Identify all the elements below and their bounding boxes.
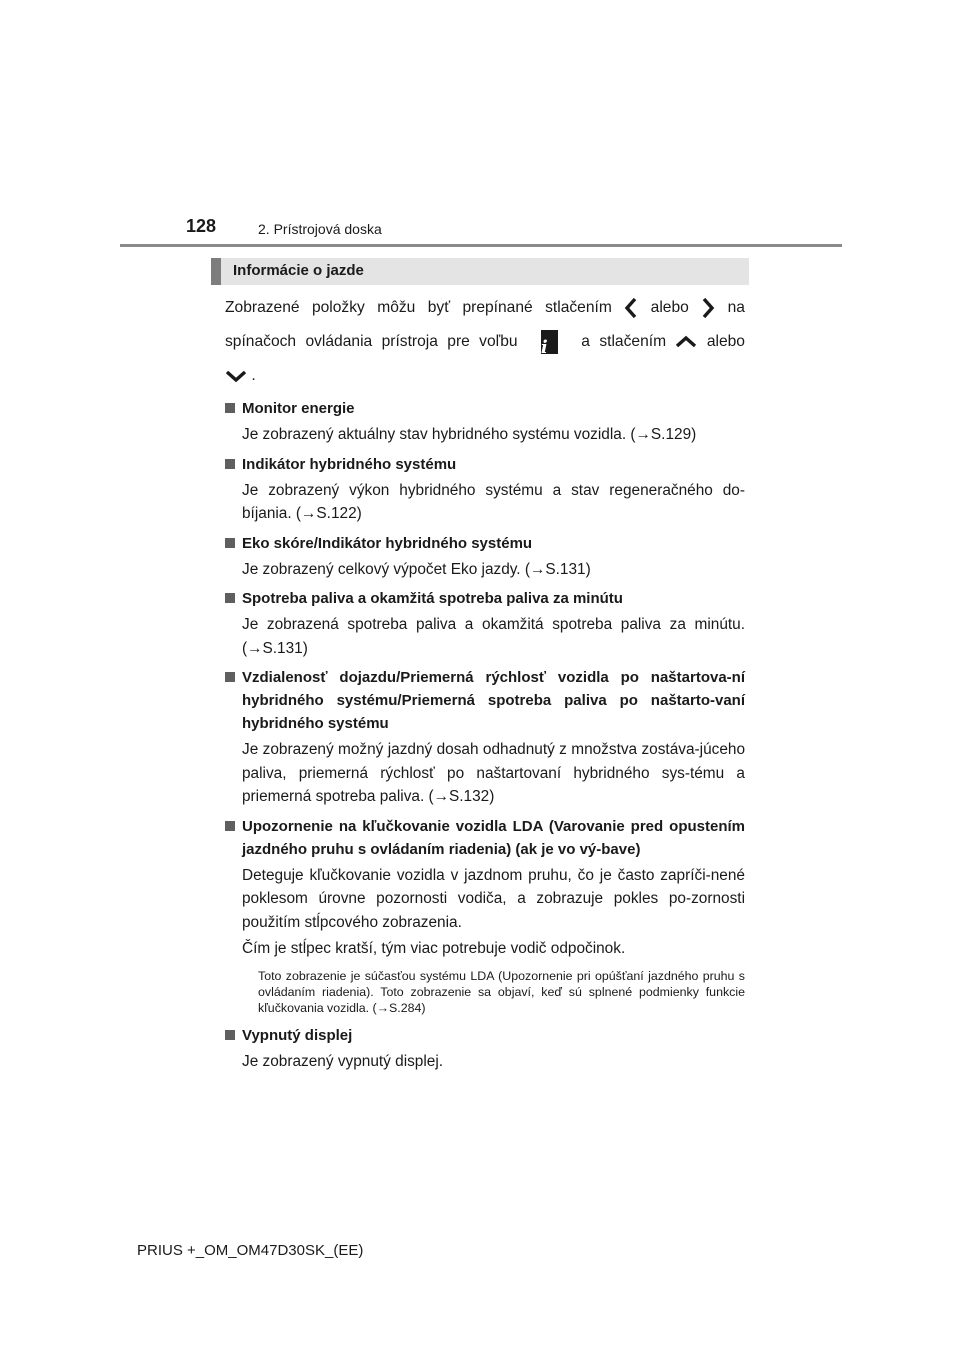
- item-text: Je zobrazený výkon hybridného systému a stav regeneračného do-bíjania. (→S.122): [242, 481, 745, 522]
- note-text: Toto zobrazenie je súčasťou systému LDA (Upozornenie pri opúšťaní jazdného pruhu s ovládaním riadenia). Toto zobrazenie sa objaví, keď sú splnené podmienky funkcie kľučkovania vozidla. (→S.284): [258, 968, 745, 1015]
- intro-text: alebo: [650, 299, 689, 316]
- chevron-up-icon: [675, 335, 697, 349]
- intro-text: alebo: [706, 333, 745, 350]
- item-text: Je zobrazená spotreba paliva a okamžitá spotreba paliva za minútu. (→S.131): [242, 616, 745, 657]
- list-item: [225, 587, 745, 660]
- header-rule: [120, 244, 842, 247]
- content: [225, 291, 745, 1073]
- item-heading: Vzdialenosť dojazdu/Priemerná rýchlosť vozidla po naštartova-ní hybridného systému/Priemerná spotreba paliva po naštarto-vaní hybridného systému: [225, 666, 745, 735]
- chevron-right-icon: [701, 297, 715, 319]
- square-bullet-icon: [225, 821, 235, 831]
- section-header: [211, 258, 749, 285]
- page-number: 128: [186, 216, 217, 236]
- list-item: [225, 453, 745, 526]
- list-item: [225, 815, 745, 1016]
- square-bullet-icon: [225, 403, 235, 413]
- list-item: [225, 1024, 745, 1074]
- item-text: Je zobrazený celkový výpočet Eko jazdy. (→S.131): [242, 560, 591, 578]
- chevron-down-icon: [225, 369, 247, 383]
- intro-text: .: [251, 367, 256, 384]
- list-item: [225, 532, 745, 582]
- intro-text: Zobrazené položky môžu byť prepínané stlačením: [225, 299, 612, 316]
- section-title: Informácie o jazde: [233, 262, 364, 279]
- intro-text: na: [727, 299, 745, 316]
- item-heading: Indikátor hybridného systému: [225, 453, 745, 476]
- intro-line: [225, 325, 745, 359]
- chevron-left-icon: [624, 297, 638, 319]
- item-heading: Vypnutý displej: [225, 1024, 745, 1047]
- intro-paragraph: [225, 291, 745, 393]
- square-bullet-icon: [225, 538, 235, 548]
- intro-line: [225, 359, 745, 393]
- square-bullet-icon: [225, 593, 235, 603]
- square-bullet-icon: [225, 672, 235, 682]
- square-bullet-icon: [225, 459, 235, 469]
- square-bullet-icon: [225, 1030, 235, 1040]
- item-text: Deteguje kľučkovanie vozidla v jazdnom pruhu, čo je často zapríči-nené poklesom úrovne pozornosti vodiča, a zobrazuje pokles po-zornosti použitím stĺpcového zobrazenia.: [242, 866, 745, 931]
- item-text: Je zobrazený vypnutý displej.: [242, 1052, 444, 1070]
- intro-line: [225, 291, 745, 325]
- intro-text: a stlačením: [581, 333, 667, 350]
- intro-text: spínačoch ovládania prístroja pre voľbu: [225, 333, 518, 350]
- item-heading: Monitor energie: [225, 397, 745, 420]
- footer-document-code: PRIUS +_OM_OM47D30SK_(EE): [137, 1242, 364, 1259]
- list-item: [225, 397, 745, 447]
- item-heading: Eko skóre/Indikátor hybridného systému: [225, 532, 745, 555]
- chapter-title: 2. Prístrojová doska: [258, 221, 382, 237]
- item-text: Je zobrazený možný jazdný dosah odhadnutý z množstva zostáva-júceho paliva, priemerná rýchlosť po naštartovaní hybridného sys-tému a priemerná spotreba paliva. (→S.132): [242, 741, 745, 805]
- item-heading: Spotreba paliva a okamžitá spotreba paliva za minútu: [225, 587, 745, 610]
- info-i-icon: i: [541, 330, 558, 354]
- list-item: [225, 666, 745, 809]
- item-text: Čím je stĺpec kratší, tým viac potrebuje vodič odpočinok.: [242, 940, 626, 957]
- item-text: Je zobrazený aktuálny stav hybridného systému vozidla. (→S.129): [242, 426, 697, 443]
- item-heading: Upozornenie na kľučkovanie vozidla LDA (Varovanie pred opustením jazdného pruhu s ovládaním riadenia) (ak je vo vý-bave): [225, 815, 745, 861]
